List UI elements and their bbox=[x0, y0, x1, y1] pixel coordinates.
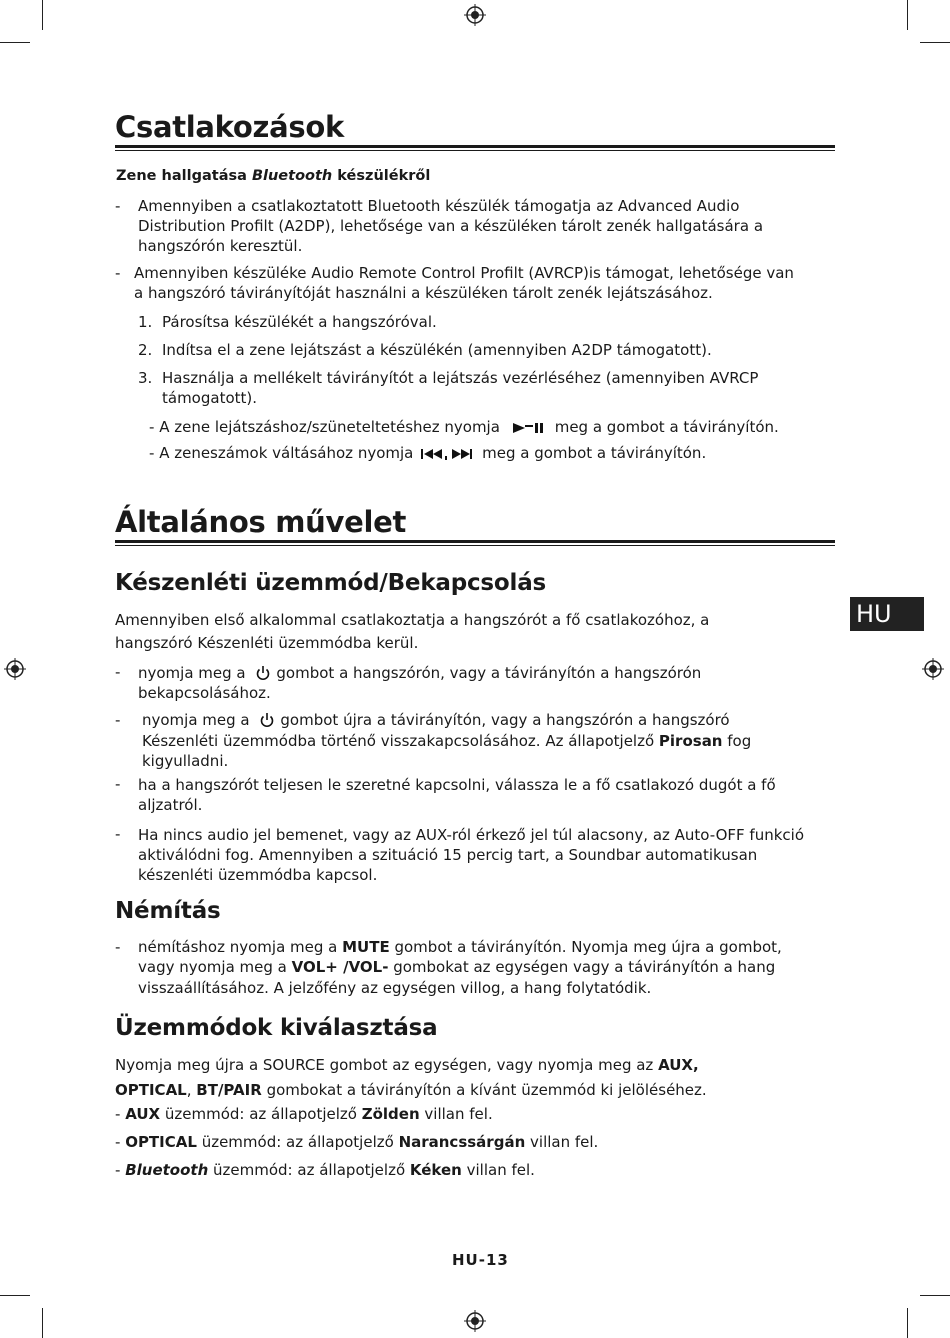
avrcp-line-1: Amennyiben készüléke Audio Remote Control Profilt (AVRCP)is támogat, lehetősége van bbox=[134, 264, 794, 282]
mute-line-3: visszaállításához. A jelzőfény az egységen villog, a hang folytatódik. bbox=[138, 979, 652, 997]
a2dp-line-3: hangszórón keresztül. bbox=[138, 237, 303, 255]
avrcp-line-2: a hangszóró távirányítóját használni a készüléken tárolt zenék lejátszásához. bbox=[134, 284, 713, 302]
mode-bluetooth: - Bluetooth üzemmód: az állapotjelző Kéken villan fel. bbox=[115, 1161, 535, 1179]
registration-mark-icon bbox=[922, 658, 944, 680]
step-number: 1. bbox=[138, 313, 153, 331]
step-text: támogatott). bbox=[162, 389, 258, 407]
bullet-dash: - bbox=[115, 264, 121, 282]
crop-mark bbox=[907, 0, 908, 30]
power-on-line-1: nyomja meg a gombot a hangszórón, vagy a távirányítón a hangszórón bbox=[138, 664, 702, 682]
crop-mark bbox=[907, 1308, 908, 1338]
language-tab: HU bbox=[850, 597, 924, 631]
standby-heading: Készenléti üzemmód/Bekapcsolás bbox=[115, 570, 547, 596]
step-number: 3. bbox=[138, 369, 153, 387]
modes-intro-1: Nyomja meg újra a SOURCE gombot az egységen, vagy nyomja meg az AUX, bbox=[115, 1056, 699, 1074]
bullet-dash: - bbox=[115, 825, 121, 843]
step-text: Párosítsa készülékét a hangszóróval. bbox=[162, 313, 437, 331]
auto-off-line-1: Ha nincs audio jel bemenet, vagy az AUX-ról érkező jel túl alacsony, az Auto-OFF funkció bbox=[138, 826, 804, 844]
auto-off-line-3: készenléti üzemmódba kapcsol. bbox=[138, 866, 378, 884]
modes-intro-2: OPTICAL, BT/PAIR gombokat a távirányítón a kívánt üzemmód ki jelöléséhez. bbox=[115, 1081, 707, 1099]
prev-next-icon bbox=[420, 447, 476, 461]
title-rule-thin bbox=[115, 545, 835, 546]
section-title-connections: Csatlakozások bbox=[115, 110, 344, 144]
play-pause-icon bbox=[511, 421, 547, 435]
registration-mark-icon bbox=[4, 658, 26, 680]
bullet-dash: - bbox=[115, 197, 121, 215]
a2dp-line-2: Distribution Profilt (A2DP), lehetősége van a készüléken tárolt zenék hallgatására a bbox=[138, 217, 764, 235]
subsection-bluetooth-listening: Zene hallgatása Bluetooth készülékről bbox=[116, 168, 431, 184]
standby-return-line-3: kigyulladni. bbox=[142, 752, 229, 770]
crop-mark bbox=[0, 42, 30, 43]
track-skip-instruction: - A zeneszámok váltásához nyomja meg a gombot a távirányítón. bbox=[149, 444, 707, 462]
section-title-general: Általános művelet bbox=[115, 505, 407, 539]
registration-mark-icon bbox=[464, 1310, 486, 1332]
auto-off-line-2: aktiválódni fog. Amennyiben a szituáció 15 percig tart, a Soundbar automatikusan bbox=[138, 846, 758, 864]
mute-line-2: vagy nyomja meg a VOL+ /VOL- gombokat az egységen vagy a távirányítón a hang bbox=[138, 958, 776, 976]
standby-return-line-2: Készenléti üzemmódba történő visszakapcsolásához. Az állapotjelző Pirosan fog bbox=[142, 732, 752, 750]
crop-mark bbox=[42, 1308, 43, 1338]
bullet-dash: - bbox=[115, 711, 121, 729]
crop-mark bbox=[920, 42, 950, 43]
mode-select-heading: Üzemmódok kiválasztása bbox=[115, 1015, 438, 1041]
title-rule-thin bbox=[115, 150, 835, 151]
step-text: Indítsa el a zene lejátszást a készülékén (amennyiben A2DP támogatott). bbox=[162, 341, 712, 359]
play-pause-instruction: - A zene lejátszáshoz/szüneteltetéshez nyomja meg a gombot a távirányítón. bbox=[149, 418, 779, 436]
standby-intro-2: hangszóró Készenléti üzemmódba kerül. bbox=[115, 634, 419, 652]
power-icon bbox=[258, 712, 276, 728]
title-rule bbox=[115, 145, 835, 148]
step-number: 2. bbox=[138, 341, 153, 359]
power-icon bbox=[254, 665, 272, 681]
crop-mark bbox=[0, 1295, 30, 1296]
bullet-dash: - bbox=[115, 938, 121, 956]
standby-return-line-1: nyomja meg a gombot újra a távirányítón, vagy a hangszórón a hangszóró bbox=[142, 711, 730, 729]
unplug-line-2: aljzatról. bbox=[138, 796, 203, 814]
page-number: HU-13 bbox=[452, 1251, 509, 1269]
crop-mark bbox=[42, 0, 43, 30]
unplug-line-1: ha a hangszórót teljesen le szeretné kapcsolni, válassza le a fő csatlakozó dugót a fő bbox=[138, 776, 776, 794]
step-text: Használja a mellékelt távirányítót a lejátszás vezérléséhez (amennyiben AVRCP bbox=[162, 369, 759, 387]
bullet-dash: - bbox=[115, 775, 121, 793]
mode-aux: - AUX üzemmód: az állapotjelző Zölden villan fel. bbox=[115, 1105, 493, 1123]
mute-heading: Némítás bbox=[115, 898, 221, 924]
bullet-dash: - bbox=[115, 663, 121, 681]
mute-line-1: némításhoz nyomja meg a MUTE gombot a távirányítón. Nyomja meg újra a gombot, bbox=[138, 938, 782, 956]
crop-mark bbox=[920, 1295, 950, 1296]
standby-intro-1: Amennyiben első alkalommal csatlakoztatja a hangszórót a fő csatlakozóhoz, a bbox=[115, 611, 710, 629]
title-rule bbox=[115, 540, 835, 543]
power-on-line-2: bekapcsolásához. bbox=[138, 684, 271, 702]
a2dp-line-1: Amennyiben a csatlakoztatott Bluetooth készülék támogatja az Advanced Audio bbox=[138, 197, 740, 215]
mode-optical: - OPTICAL üzemmód: az állapotjelző Narancssárgán villan fel. bbox=[115, 1133, 599, 1151]
registration-mark-icon bbox=[464, 4, 486, 26]
